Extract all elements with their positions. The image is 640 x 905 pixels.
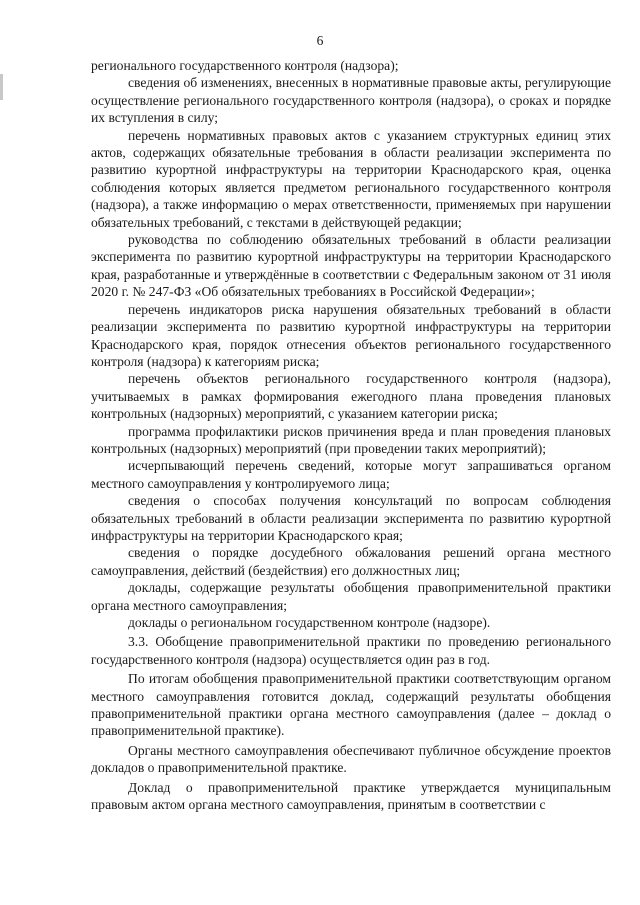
paragraph-practice-reports: доклады, содержащие результаты обобщения правоприменительной практики органа местного самоуправления; xyxy=(91,580,611,613)
paragraph-amendments-info: сведения об изменениях, внесенных в нормативные правовые акты, регулирующие осуществление регионального государственного контроля (надзора), о сроках и порядке их вступления в силу; xyxy=(91,75,611,126)
paragraph-requested-info-list: исчерпывающий перечень сведений, которые могут запрашиваться органом местного самоуправления у контролируемого лица; xyxy=(91,458,611,491)
paragraph-consultation-methods: сведения о способах получения консультаций по вопросам соблюдения обязательных требований в области реализации эксперимента по развитию курортной инфраструктуры на территории Краснодарского края; xyxy=(91,493,611,543)
paragraph-control-objects-list: перечень объектов регионального государственного контроля (надзора), учитываемых в рамках формирования ежегодного плана проведения плановых контрольных (надзорных) мероприятий, с указанием категории риска; xyxy=(91,371,611,422)
paragraph-control-reports: доклады о региональном государственном контроле (надзоре). xyxy=(128,615,491,630)
paragraph-report-preparation: По итогам обобщения правоприменительной практики соответствующим органом местного самоуправления готовится доклад, содержащий результаты обобщения правоприменительной практики органа местного самоуправления (далее – доклад о правоприменительной практике). xyxy=(91,671,611,739)
paragraph-prevention-program: программа профилактики рисков причинения вреда и план проведения плановых контрольных (надзорных) мероприятий (при проведении таких мероприятий); xyxy=(91,423,611,456)
paragraph-compliance-guides: руководства по соблюдению обязательных требований в области реализации эксперимента по развитию курортной инфраструктуры на территории Краснодарского края, разработанные и утверждённые в соответствии с Федеральным законом от 31 июля 2020 г. № 247-ФЗ «Об обязательных требованиях в Российской Федерации»; xyxy=(91,232,611,300)
paragraph-public-discussion: Органы местного самоуправления обеспечивают публичное обсуждение проектов докладов о правоприменительной практике. xyxy=(91,742,611,776)
document-body xyxy=(91,57,611,813)
page-number: 6 xyxy=(316,33,324,48)
paragraph-normative-acts-list: перечень нормативных правовых актов с указанием структурных единиц этих актов, содержащих обязательные требования в области реализации эксперимента по развитию курортной инфраструктуры на территории Краснодарского края, оценка соблюдения которых является предметом регионального государственного контроля (надзора), а также информацию о мерах ответственности, применяемых при нарушении обязательных требований, с текстами в действующей редакции; xyxy=(91,127,611,230)
paragraph-report-approval: Доклад о правоприменительной практике утверждается муниципальным правовым актом органа местного самоуправления, принятым в соответствии с xyxy=(91,779,611,813)
paragraph-risk-indicators: перечень индикаторов риска нарушения обязательных требований в области реализации эксперимента по развитию курортной инфраструктуры на территории Краснодарского края, порядок отнесения объектов регионального государственного контроля (надзора) к категориям риска; xyxy=(91,301,611,369)
paragraph-continuation: регионального государственного контроля (надзора); xyxy=(91,58,399,73)
paragraph-section-3-3: 3.3. Обобщение правоприменительной практики по проведению регионального государственного контроля (надзора) осуществляется один раз в год. xyxy=(91,634,611,667)
paragraph-appeal-procedure: сведения о порядке досудебного обжалования решений органа местного самоуправления, действий (бездействия) его должностных лиц; xyxy=(91,545,611,578)
scan-edge-mark xyxy=(0,74,3,100)
